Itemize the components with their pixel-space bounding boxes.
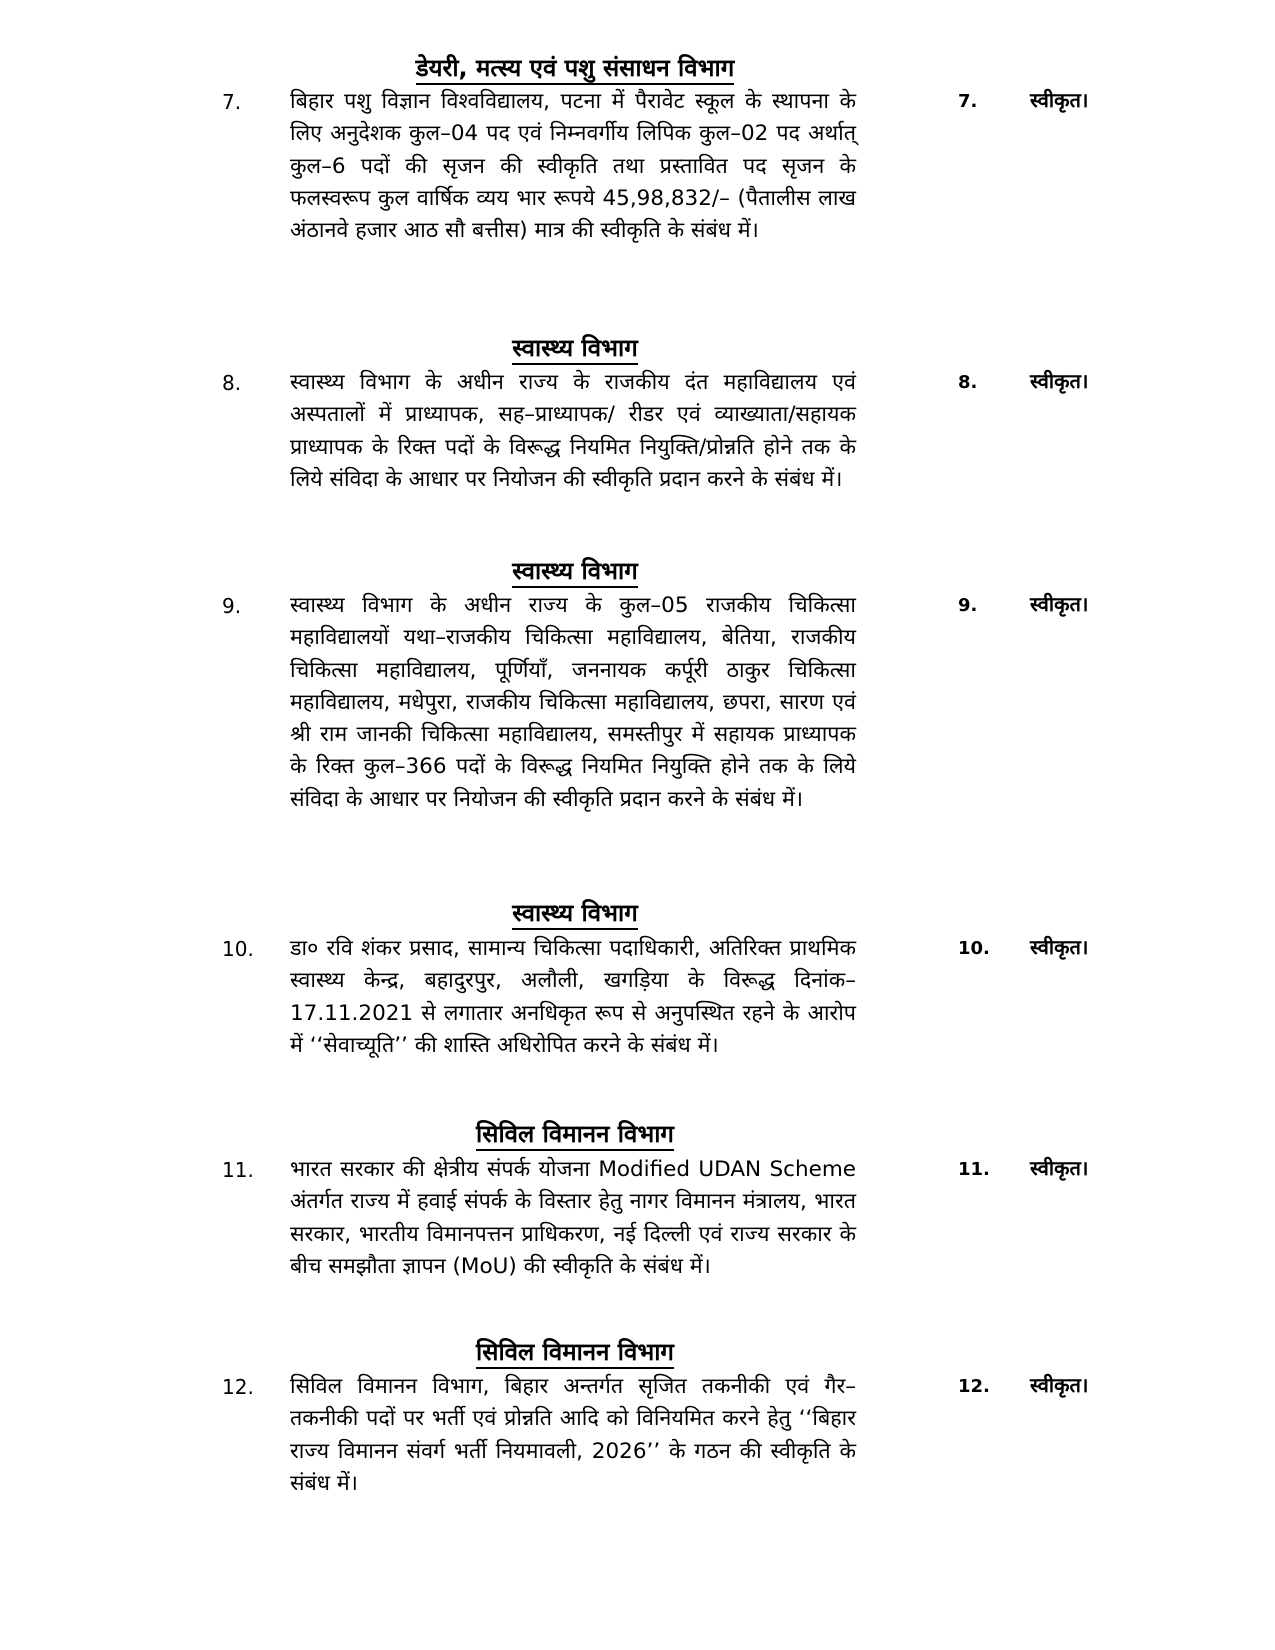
item-number: 12. (222, 1375, 254, 1399)
item-number: 11. (222, 1158, 254, 1182)
item-description: स्वास्थ्य विभाग के अधीन राज्य के कुल–05 राजकीय चिकित्सा महाविद्यालयों यथा–राजकीय चिकित्सा महाविद्यालय, बेतिया, राजकीय चिकित्सा महाविद्यालय, पूर्णियाँ, जननायक कर्पूरी ठाकुर चिकित्सा महाविद्यालय, मधेपुरा, राजकीय चिकित्सा महाविद्यालय, छपरा, सारण एवं श्री राम जानकी चिकित्सा महाविद्यालय, समस्तीपुर में सहायक प्राध्यापक के रिक्त कुल–366 पदों के विरूद्ध नियमित नियुक्ति होने तक के लिये संविदा के आधार पर नियोजन की स्वीकृति प्रदान करने के संबंध में। (290, 593, 856, 812)
item-description: बिहार पशु विज्ञान विश्वविद्यालय, पटना में पैरावेट स्कूल के स्थापना के लिए अनुदेशक कुल–04 पद एवं निम्नवर्गीय लिपिक कुल–02 पद अर्थात् कुल–6 पदों की सृजन की स्वीकृति तथा प्रस्तावित पद सृजन के फलस्वरूप कुल वार्षिक व्यय भार रूपये 45,98,832/– (पैतालीस लाख अंठानवे हजार आठ सौ बत्तीस) मात्र की स्वीकृति के संबंध में। (290, 89, 856, 244)
result-number: 11. (958, 1159, 990, 1180)
result-status: स्वीकृत। (1030, 1373, 1089, 1397)
result-status: स्वीकृत। (1030, 592, 1089, 616)
item-description: भारत सरकार की क्षेत्रीय संपर्क योजना Modified UDAN Scheme अंतर्गत राज्य में हवाई संपर्क के विस्तार हेतु नागर विमानन मंत्रालय, भारत सरकार, भारतीय विमानपत्तन प्राधिकरण, नई दिल्ली एवं राज्य सरकार के बीच समझौता ज्ञापन (MoU) की स्वीकृति के संबंध में। (290, 1157, 856, 1279)
department-heading: डेयरी, मत्स्य एवं पशु संसाधन विभाग (290, 53, 860, 83)
result-status: स्वीकृत। (1030, 1156, 1089, 1180)
department-heading: सिविल विमानन विभाग (290, 1119, 860, 1149)
item-description: स्वास्थ्य विभाग के अधीन राज्य के राजकीय दंत महाविद्यालय एवं अस्पतालों में प्राध्यापक, सह–प्राध्यापक/ रीडर एवं व्याख्याता/सहायक प्राध्यापक के रिक्त पदों के विरूद्ध नियमित नियुक्ति/प्रोन्नति होने तक के लिये संविदा के आधार पर नियोजन की स्वीकृति प्रदान करने के संबंध में। (290, 370, 856, 492)
department-heading: स्वास्थ्य विभाग (290, 333, 860, 363)
item-description: सिविल विमानन विभाग, बिहार अन्तर्गत सृजित तकनीकी एवं गैर–तकनीकी पदों पर भर्ती एवं प्रोन्नति आदि को विनियमित करने हेतु ‘‘बिहार राज्य विमानन संवर्ग भर्ती नियमावली, 2026’’ के गठन की स्वीकृति के संबंध में। (290, 1374, 856, 1496)
item-number: 8. (222, 371, 242, 395)
department-heading: सिविल विमानन विभाग (290, 1337, 860, 1367)
item-number: 7. (222, 90, 242, 114)
result-status: स्वीकृत। (1030, 369, 1089, 393)
result-status: स्वीकृत। (1030, 935, 1089, 959)
result-number: 10. (958, 938, 990, 959)
item-number: 9. (222, 594, 242, 618)
result-status: स्वीकृत। (1030, 88, 1089, 112)
result-number: 7. (958, 91, 978, 112)
department-heading: स्वास्थ्य विभाग (290, 898, 860, 928)
result-number: 12. (958, 1376, 990, 1397)
department-heading: स्वास्थ्य विभाग (290, 556, 860, 586)
item-description: डा० रवि शंकर प्रसाद, सामान्य चिकित्सा पदाधिकारी, अतिरिक्त प्राथमिक स्वास्थ्य केन्द्र, बहादुरपुर, अलौली, खगड़िया के विरूद्ध दिनांक–17.11.2021 से लगातार अनधिकृत रूप से अनुपस्थित रहने के आरोप में ‘‘सेवाच्यूति’’ की शास्ति अधिरोपित करने के संबंध में। (290, 936, 856, 1058)
result-number: 9. (958, 595, 978, 616)
item-number: 10. (222, 937, 254, 961)
result-number: 8. (958, 372, 978, 393)
